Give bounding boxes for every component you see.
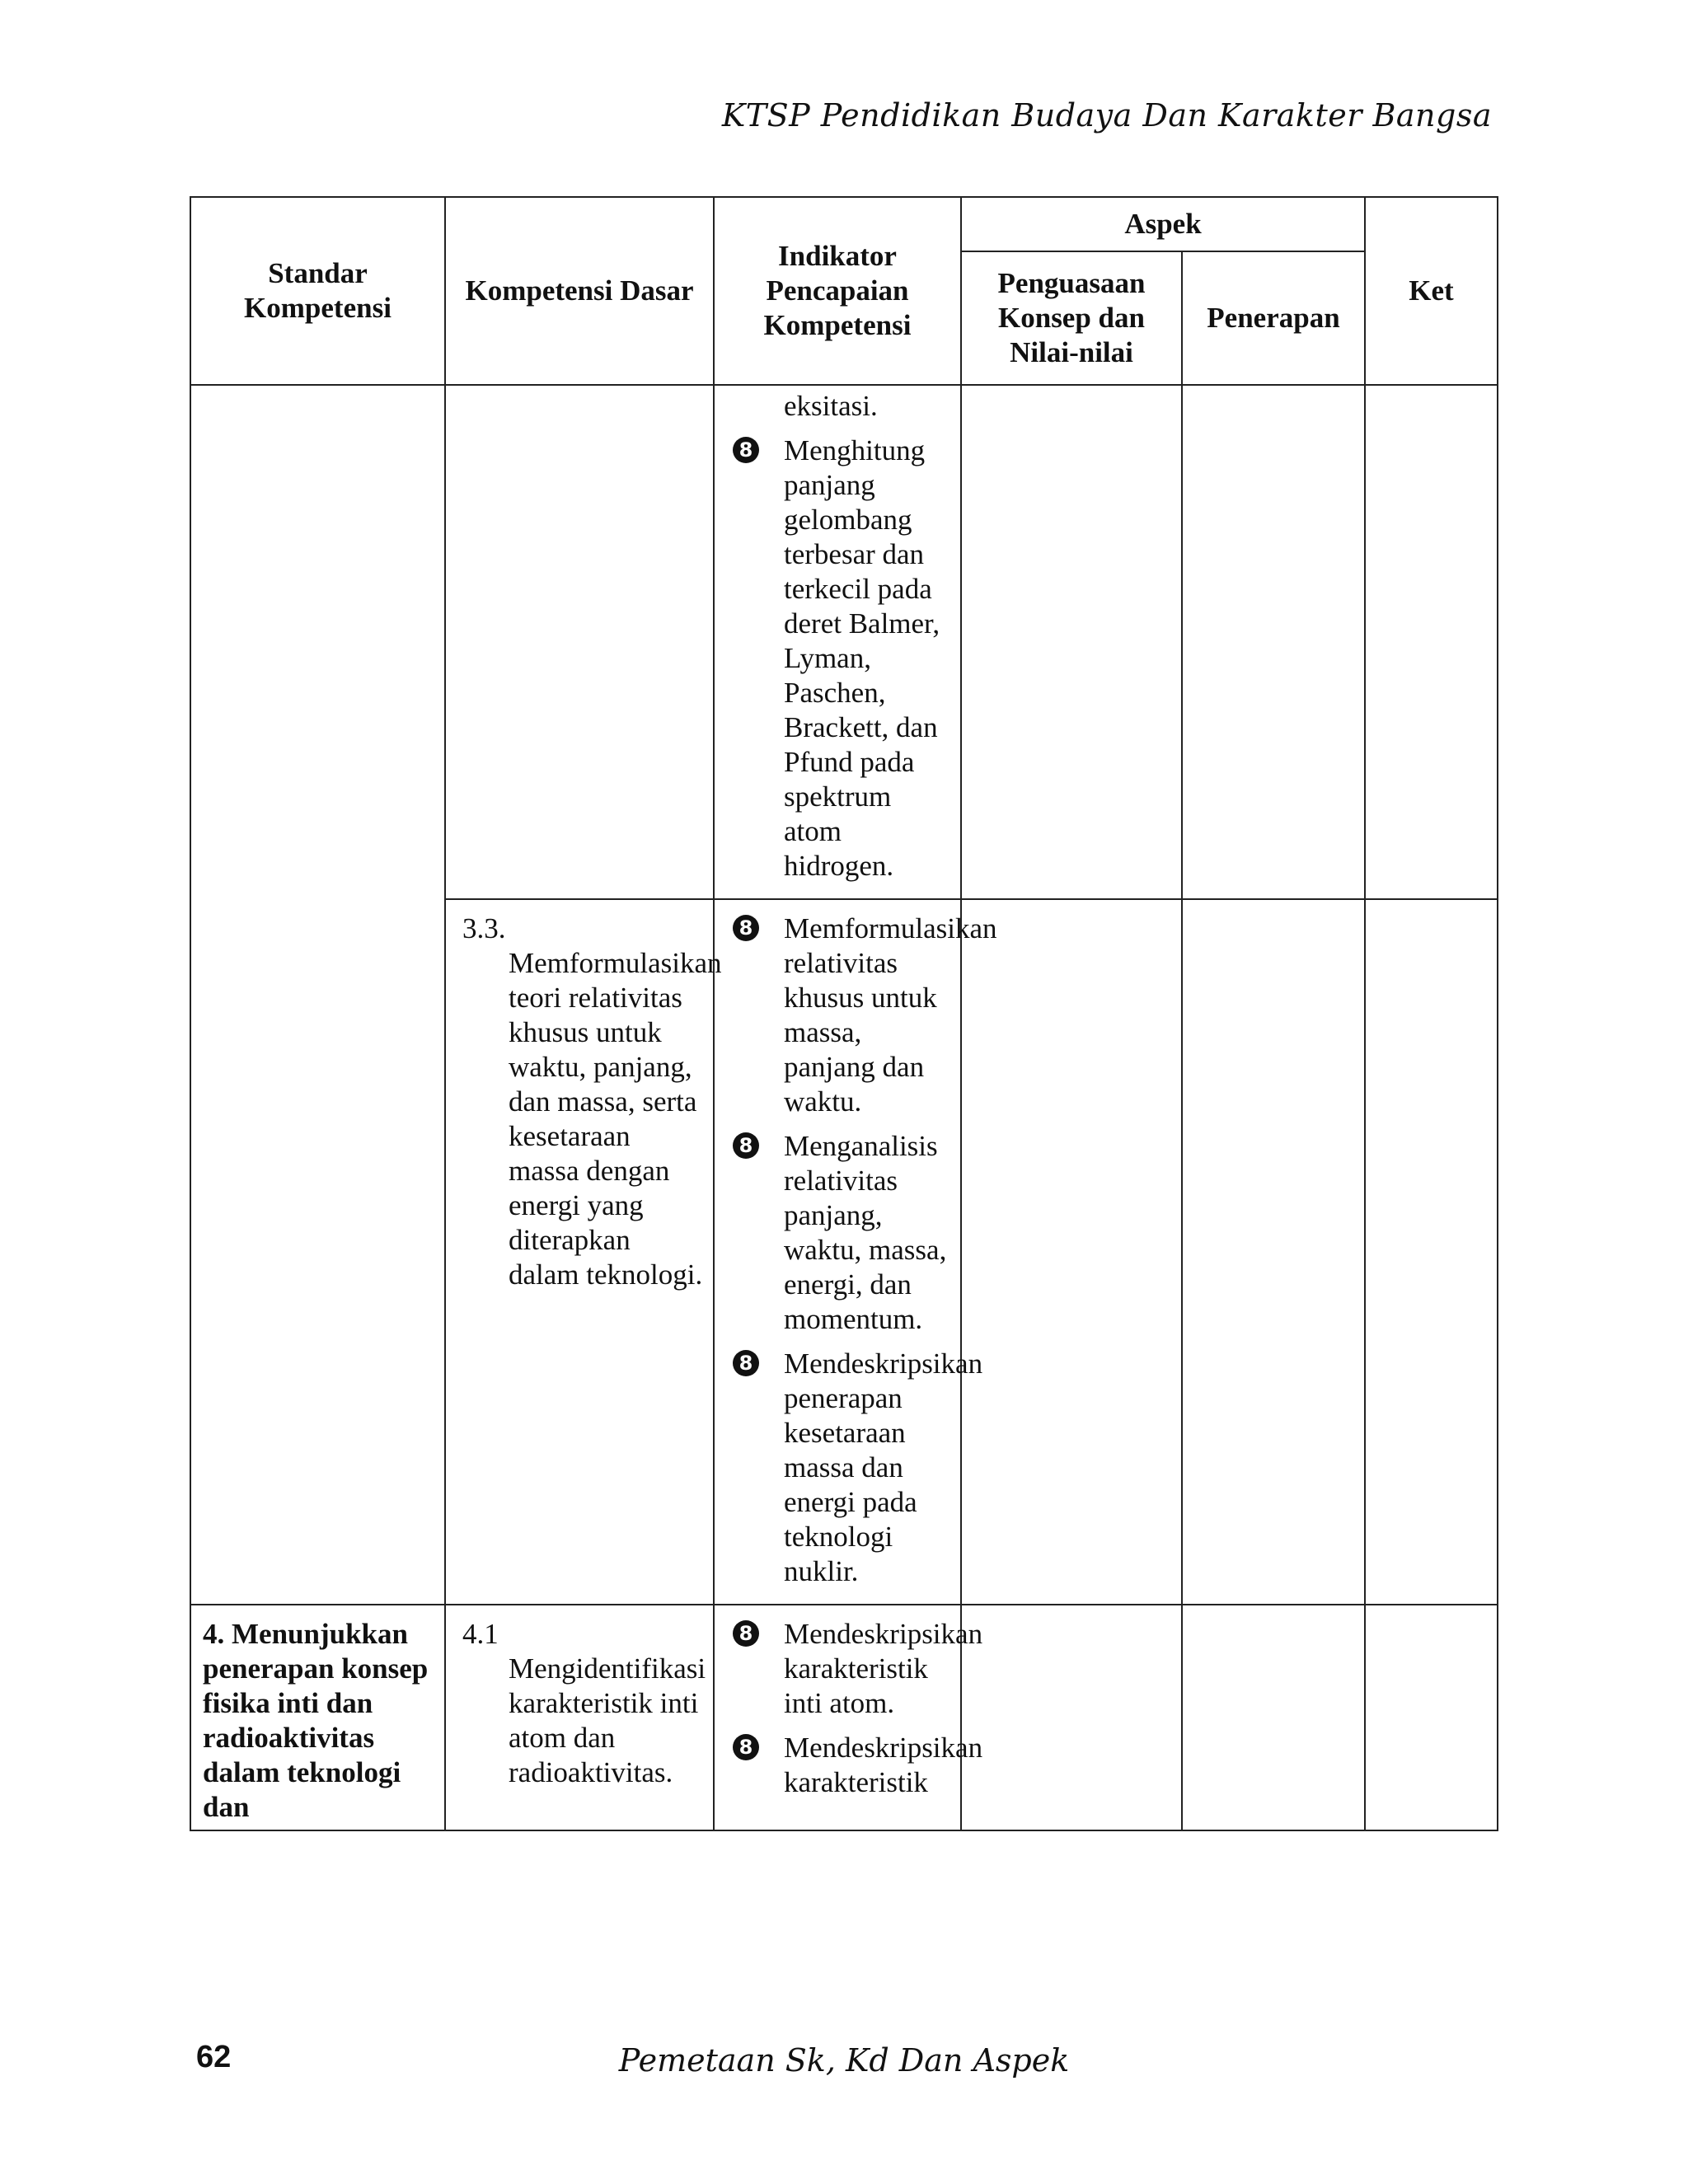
ket-cell: [1365, 1605, 1498, 1830]
indicator-text: Memformulasikan relativitas khusus untuk massa, panjang dan waktu.: [784, 912, 997, 1118]
bullet-icon: 8: [733, 1734, 759, 1760]
bullet-icon: 8: [733, 1620, 759, 1647]
indicator-cell: [714, 385, 961, 899]
kd-cell: [445, 899, 722, 1605]
sk-text: Menunjukkan penerapan konsep fisika inti dan radioaktivitas dalam teknologi dan: [203, 1618, 429, 1823]
header-ket: Ket: [1365, 197, 1498, 385]
indicator-continuation: eksitasi.: [784, 390, 878, 422]
sk-cell: [190, 1605, 445, 1830]
header-indikator: Indikator Pencapaian Kompetensi: [714, 197, 961, 385]
kd-number: 4.1: [462, 1618, 499, 1650]
aspek-penerapan-cell: [1182, 385, 1365, 899]
list-item: [731, 1129, 952, 1337]
indicator-text: Mendeskripsikan karakteristik: [784, 1732, 983, 1798]
list-item: [731, 434, 952, 883]
sk-number: 4.: [203, 1618, 225, 1650]
bullet-icon: 8: [733, 915, 759, 941]
header-standar-kompetensi: Standar Kompetensi: [190, 197, 445, 385]
page-number: 62: [196, 2040, 232, 2074]
list-item: [731, 1347, 983, 1589]
indicator-text: Menghitung panjang gelombang terbesar dan terkecil pada deret Balmer, Lyman, Paschen, Brackett, dan Pfund pada spektrum atom hidrogen.: [784, 434, 940, 882]
list-item: [731, 1731, 983, 1800]
aspek-penguasaan-cell: [961, 899, 1182, 1605]
indicator-text: Menganalisis relativitas panjang, waktu, massa, energi, dan momentum.: [784, 1130, 947, 1335]
aspek-penguasaan-cell: [961, 385, 1182, 899]
kd-cell: [445, 1605, 714, 1830]
header-kompetensi-dasar: Kompetensi Dasar: [445, 197, 714, 385]
table-row: [190, 385, 1498, 899]
kd-text: Mengidentifikasi karakteristik inti atom dan radioaktivitas.: [509, 1652, 706, 1788]
ket-cell: [1365, 899, 1498, 1605]
header-penerapan: Penerapan: [1182, 251, 1365, 385]
bullet-icon: 8: [733, 1132, 759, 1159]
indicator-cell: [714, 1605, 983, 1830]
kd-text: Memformulasikan teori relativitas khusus untuk waktu, panjang, dan massa, serta kesetaraan massa dengan energi yang diterapkan dalam teknologi.: [509, 947, 722, 1291]
kd-number: 3.3.: [462, 912, 506, 944]
sk-cell: [190, 385, 445, 1605]
header-penguasaan-konsep: Penguasaan Konsep dan Nilai-nilai: [961, 251, 1182, 385]
page-header-title: KTSP Pendidikan Budaya Dan Karakter Bangsa: [721, 97, 1492, 134]
indicator-text: Mendeskripsikan penerapan kesetaraan massa dan energi pada teknologi nuklir.: [784, 1347, 983, 1587]
footer-title: Pemetaan Sk, Kd Dan Aspek: [618, 2042, 1070, 2079]
bullet-icon: 8: [733, 437, 759, 463]
indicator-cell: [714, 899, 997, 1605]
ket-cell: [1365, 385, 1498, 899]
header-aspek: Aspek: [961, 197, 1365, 251]
list-item: [731, 1617, 983, 1721]
aspek-penerapan-cell: [1182, 1605, 1365, 1830]
competency-mapping-table: [190, 196, 1498, 1831]
aspek-penerapan-cell: [1182, 899, 1365, 1605]
list-item: [731, 912, 997, 1119]
indicator-text: Mendeskripsikan karakteristik inti atom.: [784, 1618, 983, 1719]
bullet-icon: 8: [733, 1350, 759, 1376]
table-row: [190, 1605, 1498, 1830]
aspek-penguasaan-cell: [961, 1605, 1182, 1830]
kd-cell: [445, 385, 714, 899]
